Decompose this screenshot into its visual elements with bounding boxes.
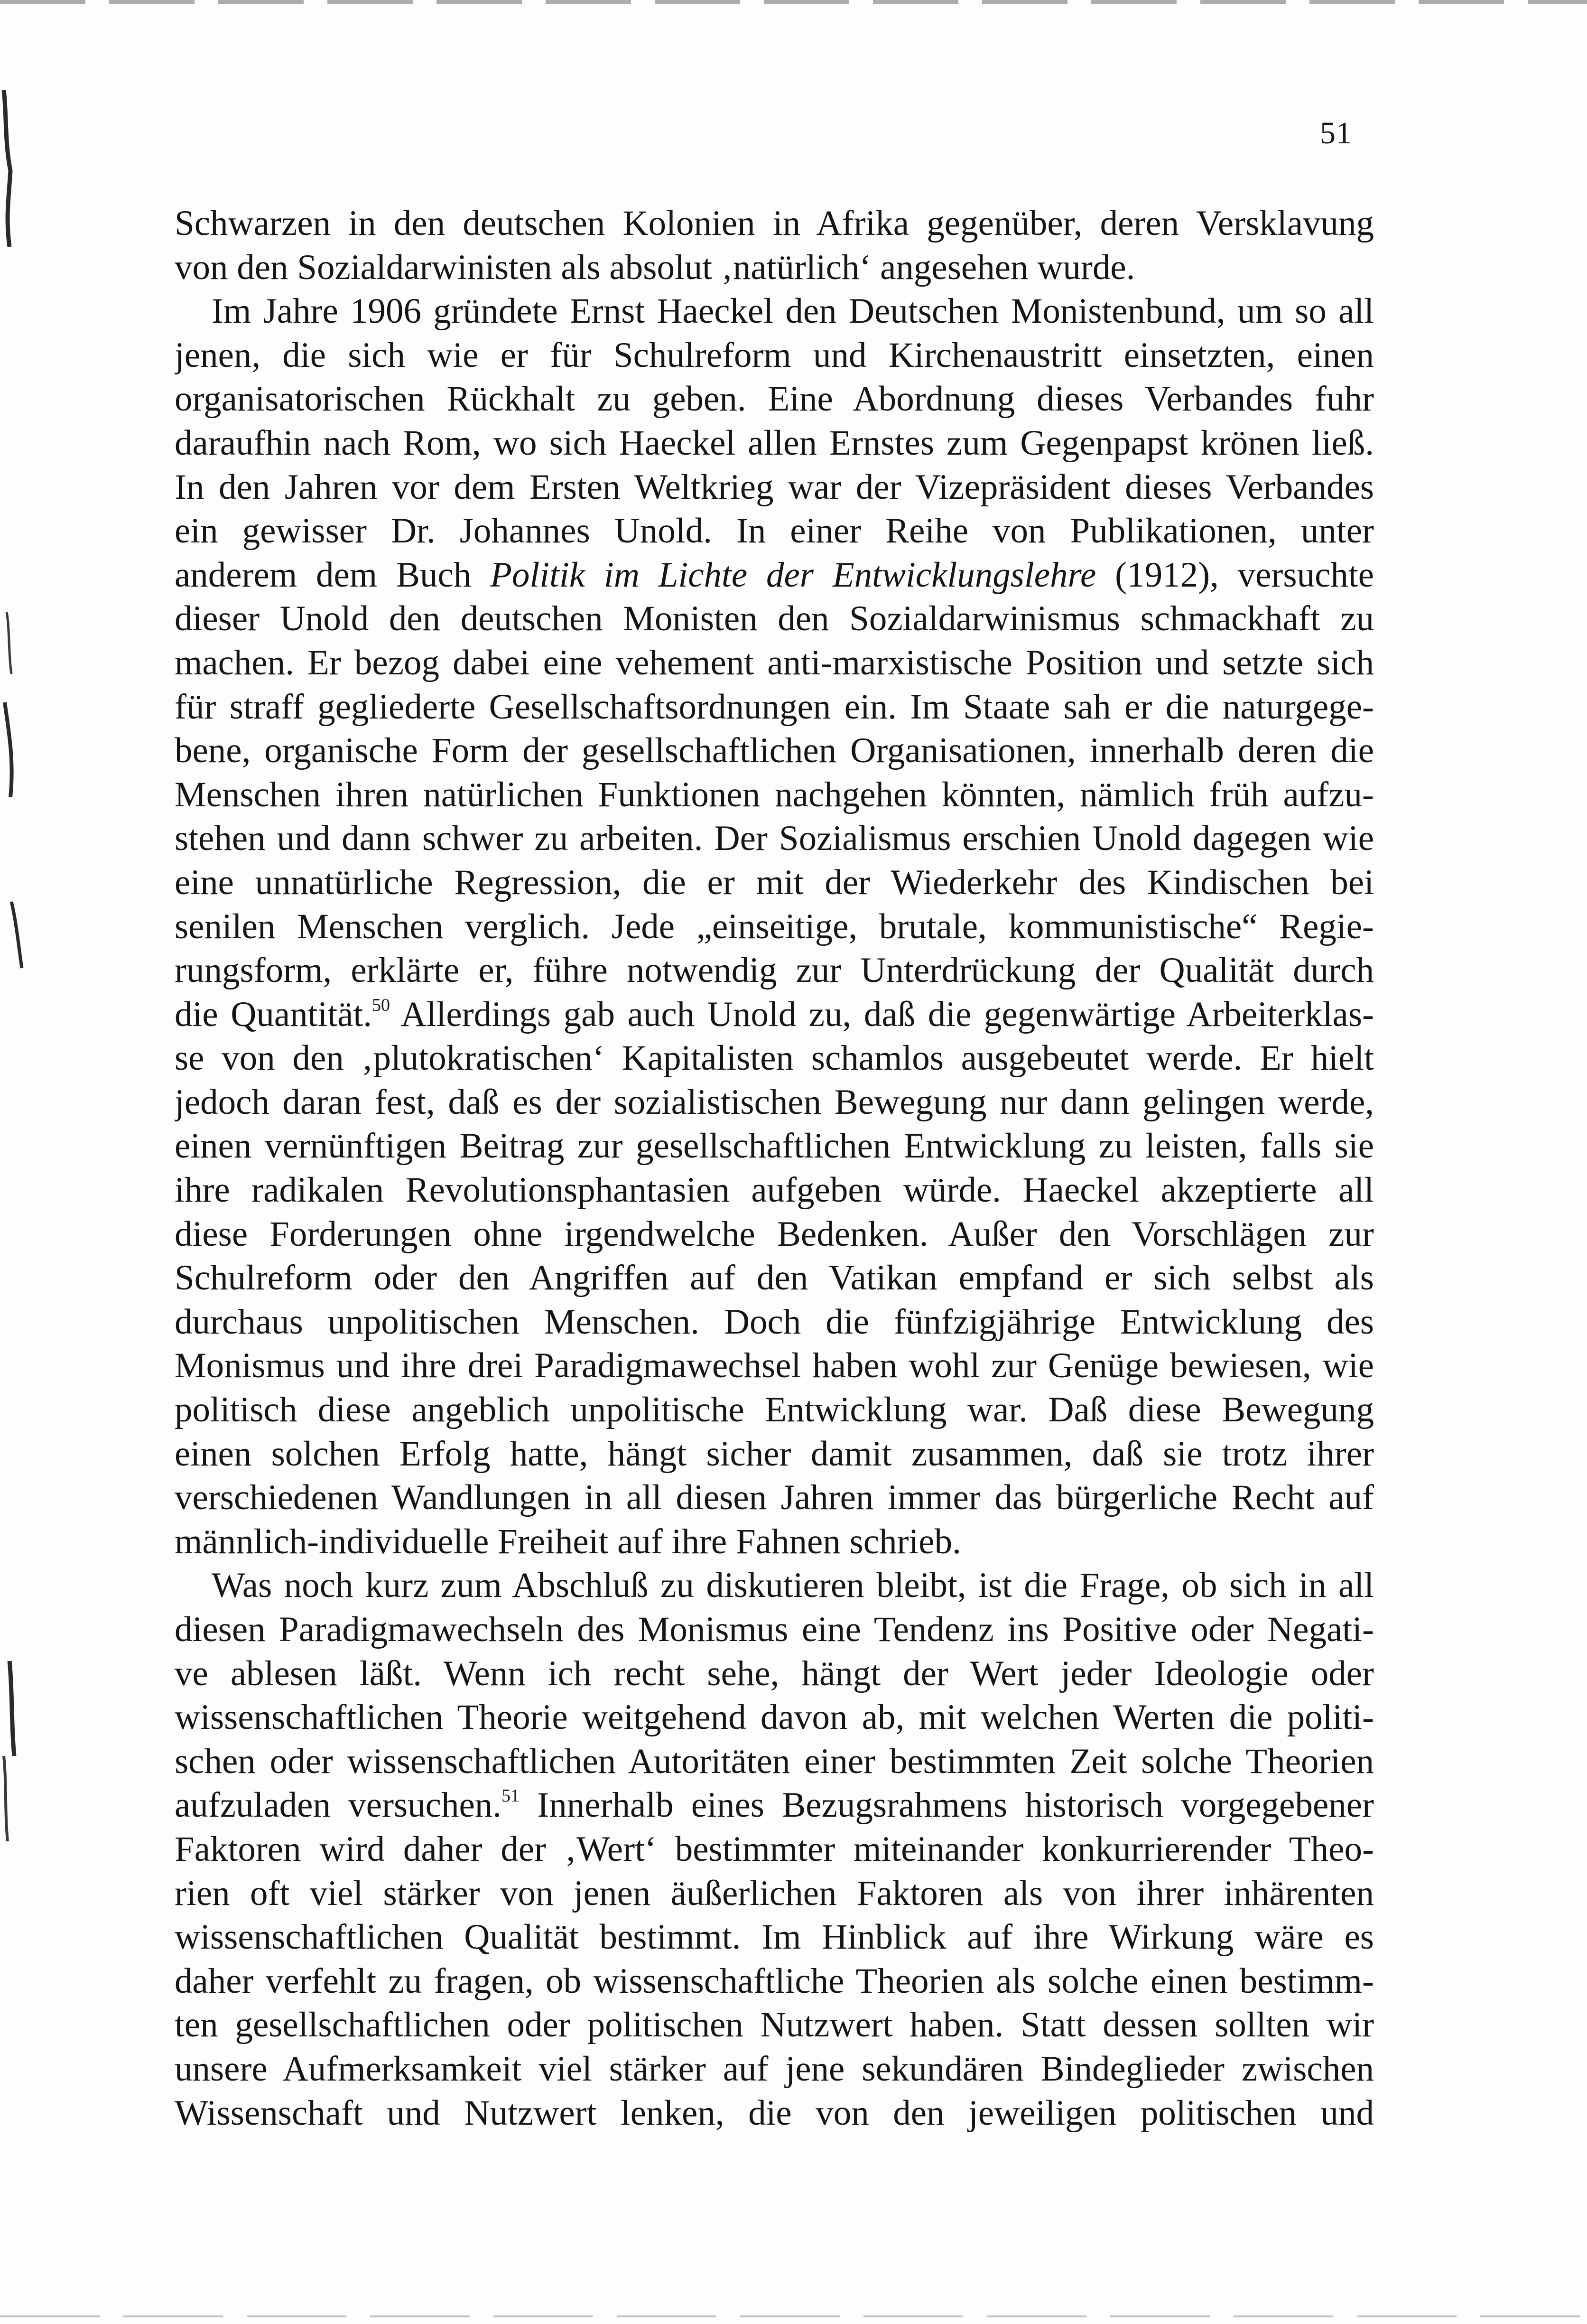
text-line-with-title bbox=[175, 553, 1374, 597]
text-line: dieser Unold den deutschen Monisten den Sozialdarwinismus schmackhaft zu bbox=[175, 599, 1374, 639]
text-line: von den Sozialdarwinisten als absolut ‚natürlich‘ angesehen wurde. bbox=[175, 247, 1135, 287]
text-line: wissenschaftlichen Theorie weitgehend davon ab, mit welchen Werten die politi- bbox=[175, 1698, 1374, 1737]
text-line: machen. Er bezog dabei eine vehement anti-marxistische Position und setzte sich bbox=[175, 643, 1374, 682]
text-line: ve ablesen läßt. Wenn ich recht sehe, hängt der Wert jeder Ideologie oder bbox=[175, 1653, 1374, 1693]
text-line: für straff gegliederte Gesellschaftsordnungen ein. Im Staate sah er die naturgege- bbox=[175, 687, 1374, 727]
page-number: 51 bbox=[1320, 116, 1352, 150]
text-line: durchaus unpolitischen Menschen. Doch die fünfzigjährige Entwicklung des bbox=[175, 1302, 1374, 1342]
scan-top-edge bbox=[0, 0, 1587, 4]
book-title: Politik im Lichte der Entwicklungslehre bbox=[490, 555, 1096, 595]
text-line: organisatorischen Rückhalt zu geben. Eine Abordnung dieses Verbandes fuhr bbox=[175, 379, 1374, 419]
text-line: In den Jahren vor dem Ersten Weltkrieg war der Vizepräsident dieses Verbandes bbox=[175, 467, 1374, 507]
text-line: Faktoren wird daher der ‚Wert‘ bestimmter miteinander konkurrierender Theo- bbox=[175, 1829, 1374, 1869]
text-line-with-footnote bbox=[175, 1783, 1374, 1828]
text-line: daraufhin nach Rom, wo sich Haeckel allen Ernstes zum Gegenpapst krönen ließ. bbox=[175, 423, 1374, 463]
text-line: stehen und dann schwer zu arbeiten. Der Sozialismus erschien Unold dagegen wie bbox=[175, 819, 1374, 859]
text-line-with-footnote bbox=[175, 993, 1374, 1037]
text-line: diese Forderungen ohne irgendwelche Bedenken. Außer den Vorschlägen zur bbox=[175, 1214, 1374, 1254]
text-line: männlich-individuelle Freiheit auf ihre Fahnen schrieb. bbox=[175, 1521, 961, 1561]
text-line: unsere Aufmerksamkeit viel stärker auf jene sekundären Bindeglieder zwischen bbox=[175, 2049, 1374, 2089]
paragraph-2 bbox=[175, 289, 1374, 1564]
text-line: Schulreform oder den Angriffen auf den Vatikan empfand er sich selbst als bbox=[175, 1258, 1374, 1298]
paragraph-1 bbox=[175, 202, 1374, 289]
text-line: Was noch kurz zum Abschluß zu diskutieren bleibt, ist die Frage, ob sich in all bbox=[212, 1566, 1374, 1605]
text-line: politisch diese angeblich unpolitische Entwicklung war. Daß diese Bewegung bbox=[175, 1390, 1374, 1430]
text-line: verschiedenen Wandlungen in all diesen Jahren immer das bürgerliche Recht auf bbox=[175, 1478, 1374, 1518]
line-text-pre: aufzuladen versuchen. bbox=[175, 1785, 501, 1825]
text-line: senilen Menschen verglich. Jede „einseitige, brutale, kommunistische“ Regie- bbox=[175, 906, 1374, 946]
footnote-marker-50: 50 bbox=[372, 995, 390, 1015]
text-line: diesen Paradigmawechseln des Monismus eine Tendenz ins Positive oder Negati- bbox=[175, 1610, 1374, 1649]
text-line: jenen, die sich wie er für Schulreform und Kirchenaustritt einsetzten, einen bbox=[175, 335, 1374, 375]
line-text-post: (1912), versuchte bbox=[1096, 555, 1374, 595]
text-line: einen solchen Erfolg hatte, hängt sicher damit zusammen, daß sie trotz ihrer bbox=[175, 1434, 1374, 1474]
line-text-post: Innerhalb eines Bezugsrahmens historisch vorgegebener bbox=[520, 1785, 1374, 1825]
scan-bottom-edge bbox=[0, 2315, 1587, 2317]
text-line: rungsform, erklärte er, führe notwendig zur Unterdrückung der Qualität durch bbox=[175, 951, 1374, 990]
text-line: Menschen ihren natürlichen Funktionen nachgehen könnten, nämlich früh aufzu- bbox=[175, 775, 1374, 814]
text-line: jedoch daran fest, daß es der sozialistischen Bewegung nur dann gelingen werde, bbox=[175, 1082, 1374, 1122]
text-line: ihre radikalen Revolutionsphantasien aufgeben würde. Haeckel akzeptierte all bbox=[175, 1170, 1374, 1210]
text-line: daher verfehlt zu fragen, ob wissenschaftliche Theorien als solche einen bestimm- bbox=[175, 1961, 1374, 2001]
text-line: rien oft viel stärker von jenen äußerlichen Faktoren als von ihrer inhärenten bbox=[175, 1873, 1374, 1913]
text-line: Im Jahre 1906 gründete Ernst Haeckel den Deutschen Monistenbund, um so all bbox=[212, 291, 1374, 331]
text-line: wissenschaftlichen Qualität bestimmt. Im Hinblick auf ihre Wirkung wäre es bbox=[175, 1917, 1374, 1957]
line-text-post: Allerdings gab auch Unold zu, daß die gegenwärtige Arbeiterklas- bbox=[390, 994, 1374, 1034]
text-line: se von den ‚plutokratischen‘ Kapitalisten schamlos ausgebeutet werde. Er hielt bbox=[175, 1038, 1374, 1078]
text-line: Wissenschaft und Nutzwert lenken, die von den jeweiligen politischen und bbox=[175, 2093, 1374, 2133]
text-line: schen oder wissenschaftlichen Autoritäten einer bestimmten Zeit solche Theorien bbox=[175, 1741, 1374, 1781]
text-line: eine unnatürliche Regression, die er mit der Wiederkehr des Kindischen bei bbox=[175, 862, 1374, 902]
text-line: einen vernünftigen Beitrag zur gesellschaftlichen Entwicklung zu leisten, falls sie bbox=[175, 1126, 1374, 1166]
text-line: bene, organische Form der gesellschaftlichen Organisationen, innerhalb deren die bbox=[175, 731, 1374, 771]
text-line: Monismus und ihre drei Paradigmawechsel haben wohl zur Genüge bewiesen, wie bbox=[175, 1346, 1374, 1386]
text-line: ten gesellschaftlichen oder politischen Nutzwert haben. Statt dessen sollten wir bbox=[175, 2005, 1374, 2045]
scan-left-edge-marks bbox=[0, 0, 28, 2324]
line-text-pre: die Quantität. bbox=[175, 994, 372, 1034]
text-line: Schwarzen in den deutschen Kolonien in Afrika gegenüber, deren Versklavung bbox=[175, 204, 1374, 243]
footnote-marker-51: 51 bbox=[501, 1786, 520, 1806]
paragraph-3 bbox=[175, 1564, 1374, 2135]
body-text bbox=[175, 202, 1374, 2135]
text-line: ein gewisser Dr. Johannes Unold. In einer Reihe von Publikationen, unter bbox=[175, 511, 1374, 551]
line-text-pre: anderem dem Buch bbox=[175, 555, 491, 595]
